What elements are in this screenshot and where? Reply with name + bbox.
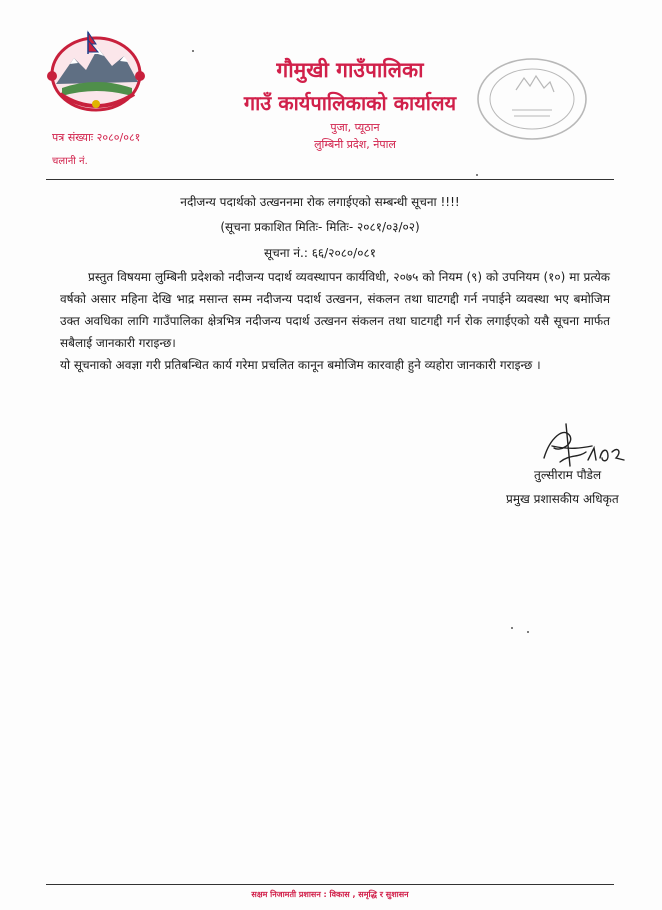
address-line-2: लुम्बिनी प्रदेश, नेपाल: [314, 138, 396, 151]
header-divider: [46, 179, 614, 180]
notice-paragraph-2: यो सूचनाको अवज्ञा गरी प्रतिबन्धित कार्य गरेमा प्रचलित कानून बमोजिम कारवाही हुने व्यहोरा जानकारी गराइन्छ ।: [60, 358, 541, 372]
notice-paragraph-1: प्रस्तुत विषयमा लुम्बिनी प्रदेशको नदीजन्य पदार्थ व्यवस्थापन कार्यविधी, २०७५ को नियम (९) को उपनियम (१०) मा प्रत्येक वर्षको असार महिना देखि भाद्र मसान्त सम्म नदीजन्य पदार्थ उत्खनन, संकलन तथा घाटगद्दी गर्न नपाईने व्यवस्था भए बमोजिम उक्त अवधिका लागि गाउँपालिका क्षेत्रभित्र नदीजन्य पदार्थ उत्खनन संकलन तथा घाटगद्दी गर्न रोक लगाईएको यसै सूचना मार्फत सबैलाई जानकारी गराइन्छ।: [60, 270, 610, 350]
address-line-1: पुजा, प्यूठान: [330, 121, 380, 134]
notice-subject: नदीजन्य पदार्थको उत्खननमा रोक लगाईएको सम्बन्धी सूचना !!!!: [180, 195, 460, 209]
scan-speck: [476, 174, 478, 176]
scan-speck: [192, 50, 194, 52]
signatory-title: प्रमुख प्रशासकीय अधिकृत: [506, 492, 619, 506]
notice-published-date: (सूचना प्रकाशित मितिः- मितिः- २०८१/०३/०२): [220, 220, 420, 234]
nepal-emblem-icon: [40, 28, 152, 116]
scan-speck: [527, 631, 529, 633]
letter-number: पत्र संख्याः २०८०/०८१: [52, 131, 141, 144]
signatory-name: तुल्सीराम पौडेल: [534, 468, 602, 482]
notice-number: सूचना नं.: ६६/२०८०/०८१: [264, 246, 376, 260]
dispatch-number: चलानी नं.: [52, 156, 88, 167]
office-subtitle: गाउँ कार्यपालिकाको कार्यालय: [243, 91, 457, 115]
scan-speck: [511, 627, 513, 629]
footer-divider: [46, 884, 614, 885]
office-name: गौमुखी गाउँपालिका: [276, 57, 424, 82]
footer-motto: सक्षम निजामती प्रशासन : विकास , समृद्धि र सुशासन: [251, 890, 409, 899]
